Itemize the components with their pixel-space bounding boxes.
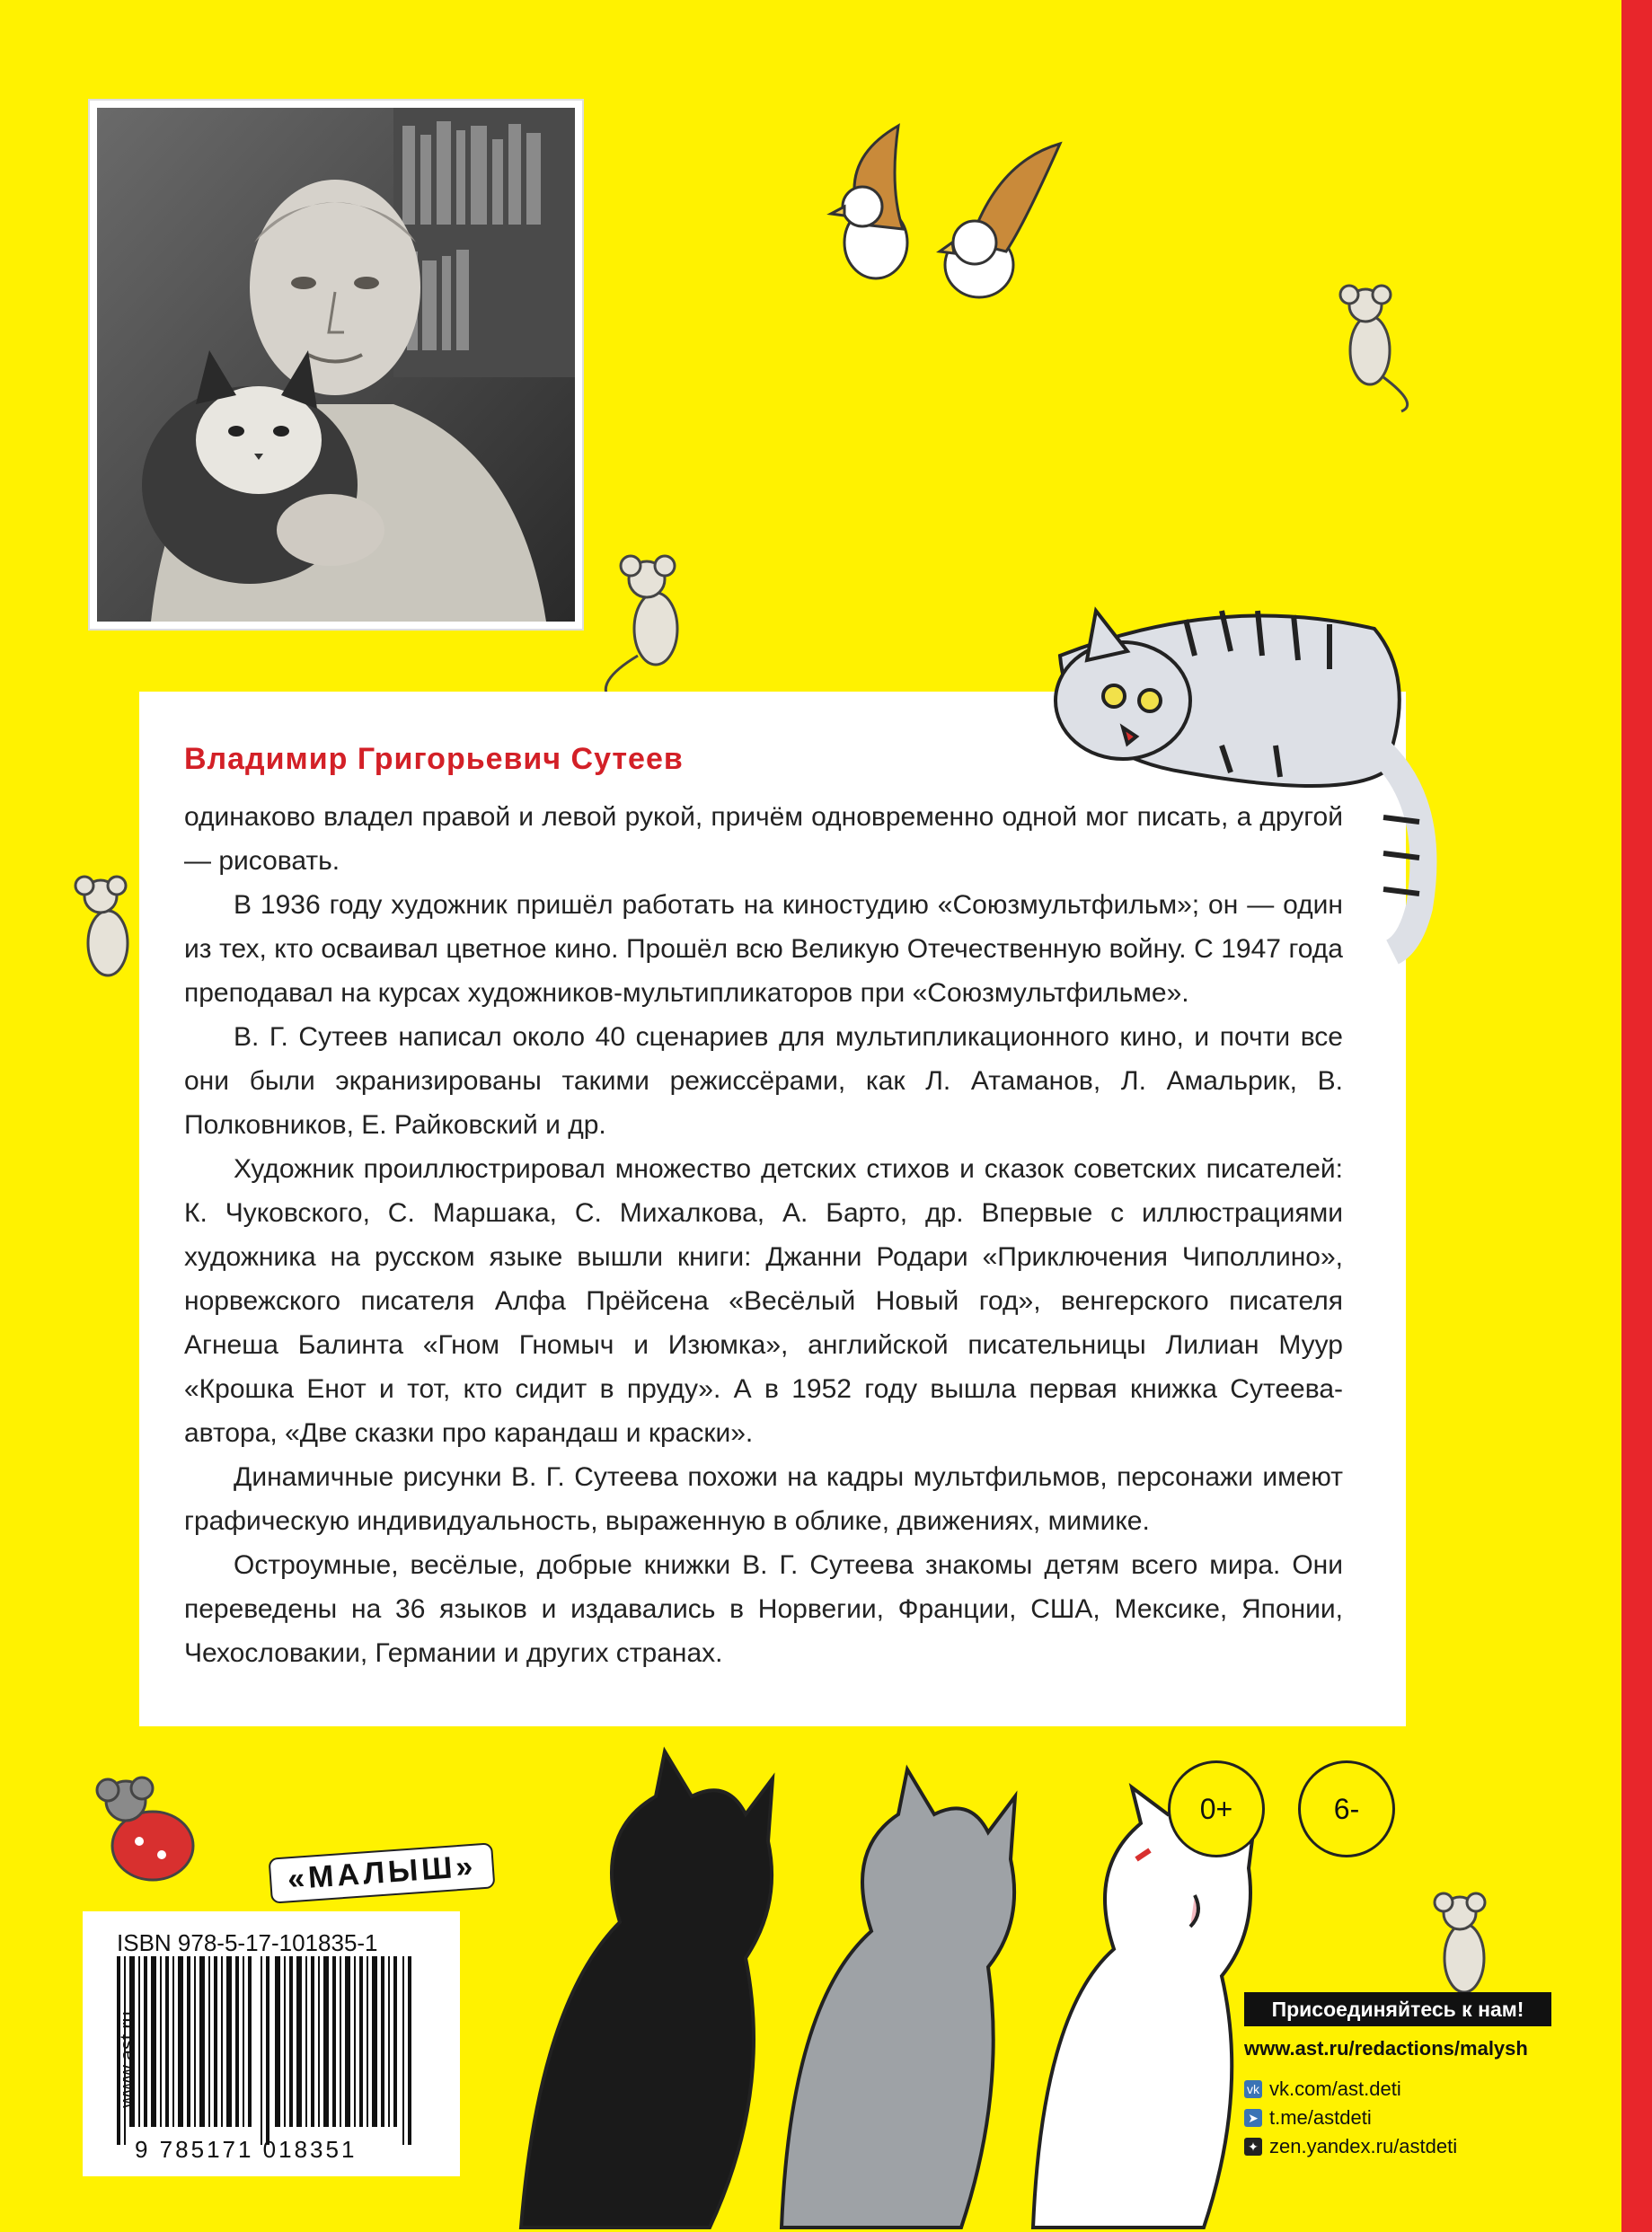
author-photo: [90, 101, 582, 629]
zen-icon: ✦: [1244, 2138, 1262, 2156]
biography-paragraph: Остроумные, весёлые, добрые книжки В. Г. Сутеева знакомы детям всего мира. Они переведены на 36 языков и издавались в Норвегии, Франции, США, Мексике, Японии, Чехословакии, Германии и других странах.: [184, 1550, 1343, 1668]
barcode-bars: [117, 1956, 422, 2145]
mouse-illustration-top-right: [1312, 260, 1428, 413]
biography-paragraph: Динамичные рисунки В. Г. Сутеева похожи на кадры мультфильмов, персонажи имеют графическую индивидуальность, выраженную в облике, движениях, мимике.: [184, 1462, 1343, 1536]
biography-paragraph: Художник проиллюстрировал множество детских стихов и сказок советских писателей: К. Чуковского, С. Маршака, С. Михалкова, А. Барто, др. Впервые с иллюстрациями художника на русском языке вышли книги: Джанни Родари «Приключения Чиполлино», норвежского писателя Алфа Прёйсена «Весёлый Новый год», венгерского писателя Агнеша Балинта «Гном Гномыч и Изюмка», английской писательницы Лилиан Муур «Крошка Енот и тот, кто сидит в пруду». А в 1952 году вышла первая книжка Сутеева-автора, «Две сказки про карандаш и краски».: [184, 1154, 1343, 1448]
social-link-zen[interactable]: [1244, 2132, 1457, 2161]
mouse-red-dress-illustration: [54, 1765, 234, 1900]
social-links: [1244, 2075, 1457, 2161]
biography-text: [184, 795, 1343, 1675]
social-link-text: t.me/astdeti: [1269, 2106, 1372, 2129]
age-recommendation-badge: 6-: [1298, 1760, 1395, 1857]
social-link-text: zen.yandex.ru/astdeti: [1269, 2135, 1458, 2157]
three-kittens-illustration: [485, 1689, 1294, 2232]
red-stripe: [1621, 0, 1652, 2232]
publisher-site-link[interactable]: www.ast.ru/redactions/malysh: [1244, 2037, 1528, 2060]
telegram-icon: ➤: [1244, 2109, 1262, 2127]
social-link-telegram[interactable]: [1244, 2104, 1457, 2132]
mouse-illustration-photo: [575, 530, 728, 710]
isbn-text: ISBN 978-5-17-101835-1: [117, 1929, 378, 1956]
biography-paragraph: В. Г. Сутеев написал около 40 сценариев для мультипликационного кино, и почти все они были экранизированы такими режиссёрами, как Л. Атаманов, Л. Амальрик, В. Полковников, Е. Райковский и др.: [184, 1022, 1343, 1140]
biography-paragraph: В 1936 году художник пришёл работать на киностудию «Союзмультфильм»; он — один из тех, кто осваивал цветное кино. Прошёл всю Великую Отечественную войну. С 1947 года преподавал на курсах художников-мультипликаторов при «Союзмультфильме».: [184, 890, 1343, 1008]
sparrows-illustration: [799, 108, 1087, 314]
age-rating-badge: 0+: [1168, 1760, 1265, 1857]
publisher-logo: «МАЛЫШ»: [269, 1842, 496, 1903]
author-photo-image: [97, 108, 575, 622]
publisher-site-vertical: www.ast.ru: [115, 2011, 138, 2108]
social-link-vk[interactable]: [1244, 2075, 1457, 2104]
vk-icon: vk: [1244, 2080, 1262, 2098]
biography-paragraph: одинаково владел правой и левой рукой, причём одновременно одной мог писать, а другой — рисовать.: [184, 802, 1343, 876]
social-link-text: vk.com/ast.deti: [1269, 2078, 1401, 2100]
author-name-heading: Владимир Григорьевич Сутеев: [184, 742, 684, 776]
barcode-number: 9 785171 018351: [135, 2136, 358, 2163]
join-us-banner: Присоединяйтесь к нам!: [1244, 1992, 1551, 2026]
